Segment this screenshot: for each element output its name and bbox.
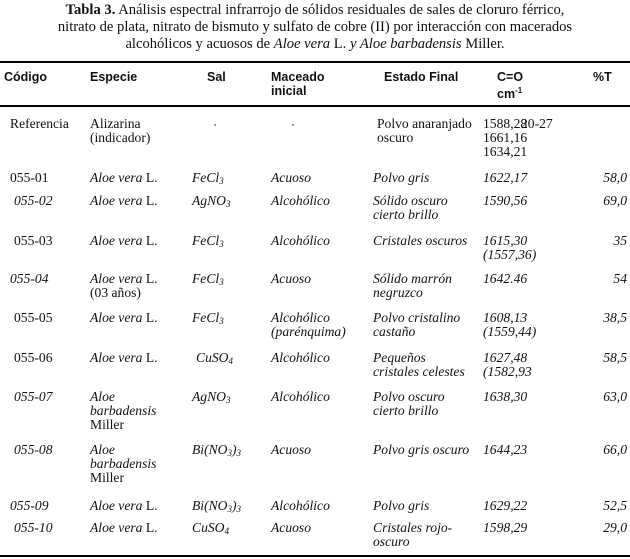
cell-codigo	[14, 351, 53, 365]
cell-maceado-line: Alcohólico	[271, 193, 330, 208]
cell-estado-final-line: Pequeños	[373, 350, 426, 365]
cell-sal: FeCl$_3$	[192, 310, 224, 326]
cell-co-line: 1588,28	[483, 116, 528, 131]
cell-estado-final-line: Cristales oscuros	[373, 233, 468, 248]
cell-especie-line: Aloe vera L.	[90, 310, 158, 325]
cell-maceado-line: Alcohólico	[271, 233, 330, 248]
cell-estado-final	[373, 443, 469, 457]
cell-estado-final	[373, 311, 460, 339]
cell-especie	[90, 234, 158, 248]
cell-maceado	[271, 311, 346, 339]
cell-codigo-line: 055-06	[14, 350, 53, 365]
cell-especie-line: barbadensis	[90, 403, 157, 418]
cell-especie-line: Aloe vera L.	[90, 170, 158, 185]
table-bottom-rule	[0, 555, 630, 557]
cell-codigo-line: 055-03	[14, 233, 53, 248]
header-maceado: Maceado inicial	[271, 70, 325, 98]
cell-co	[483, 390, 527, 404]
caption-line-3a: alcohólicos y acuosos de	[125, 36, 274, 52]
cell-pt-line: 38,5	[603, 310, 627, 325]
caption-line-3e: Miller.	[461, 36, 505, 52]
cell-maceado-line: (parénquima)	[271, 324, 346, 339]
cell-co-line: 1638,30	[483, 389, 528, 404]
cell-especie	[90, 171, 158, 185]
cell-co	[483, 234, 536, 262]
cell-sal: CuSO$_4$	[196, 350, 233, 366]
cell-especie-line: Miller	[90, 417, 124, 432]
cell-codigo-line: 055-07	[14, 389, 53, 404]
cell-pt-line: 63,0	[603, 389, 627, 404]
cell-especie-line: Aloe vera L.	[90, 520, 158, 535]
cell-codigo-line: Referencia	[10, 116, 69, 131]
cell-maceado	[271, 351, 330, 365]
cell-codigo-line: 055-05	[14, 310, 53, 325]
header-estado-final: Estado Final	[384, 70, 459, 84]
cell-especie	[90, 499, 158, 513]
cell-pt-line: 66,0	[603, 442, 627, 457]
cell-pt	[613, 234, 627, 248]
cell-codigo-line: 055-02	[14, 193, 53, 208]
cell-estado-final	[373, 351, 465, 379]
cell-maceado-line: Acuoso	[271, 442, 312, 457]
cell-co-line: (1557,36)	[483, 247, 537, 262]
cell-estado-final-line: oscuro	[373, 534, 410, 549]
cell-especie-line: Aloe vera L.	[90, 193, 158, 208]
header-bottom-rule	[0, 105, 630, 107]
cell-pt-line: 52,5	[603, 498, 627, 513]
cell-maceado	[271, 443, 311, 457]
cell-estado-final	[373, 171, 429, 185]
header-pt: %T	[593, 70, 612, 84]
cell-co	[483, 521, 527, 535]
cell-co	[483, 443, 527, 457]
cell-maceado-line: Alcohólico	[271, 498, 330, 513]
table-top-rule	[0, 61, 630, 63]
cell-especie-line: (indicador)	[90, 130, 151, 145]
cell-estado-final-line: Polvo anaranjado	[377, 116, 472, 131]
cell-estado-final	[373, 194, 448, 222]
cell-co-line: 1634,21	[483, 144, 528, 159]
cell-sal: AgNO$_3$	[192, 389, 231, 405]
cell-especie-line: Aloe vera L.	[90, 350, 158, 365]
cell-pt-line: 35	[613, 233, 627, 248]
cell-codigo	[10, 499, 49, 513]
cell-estado-final-line: Sólido marrón	[373, 271, 452, 286]
cell-especie-line: Aloe vera L.	[90, 233, 158, 248]
cell-estado-final-line: Polvo gris	[373, 498, 430, 513]
cell-especie-line: barbadensis	[90, 456, 157, 471]
cell-estado-final	[373, 390, 445, 418]
cell-pt	[603, 390, 627, 404]
cell-maceado	[271, 234, 330, 248]
cell-co-line: 1598,29	[483, 520, 528, 535]
cell-codigo	[14, 194, 53, 208]
cell-pt	[521, 117, 553, 131]
cell-especie-line: Alizarina	[90, 116, 141, 131]
cell-codigo	[14, 390, 53, 404]
cell-estado-final-line: cierto brillo	[373, 207, 439, 222]
cell-estado-final-line: Cristales rojo-	[373, 520, 453, 535]
cell-sal: FeCl$_3$	[192, 233, 224, 249]
cell-codigo-line: 055-10	[14, 520, 53, 535]
cell-co-line: 1622,17	[483, 170, 528, 185]
cell-pt	[603, 499, 627, 513]
cell-maceado-line: Acuoso	[271, 170, 312, 185]
cell-co	[483, 499, 527, 513]
cell-estado-final-line: castaño	[373, 324, 416, 339]
cell-estado-final-line: cristales celestes	[373, 364, 465, 379]
cell-codigo-line: 055-04	[10, 271, 49, 286]
cell-codigo	[10, 117, 69, 131]
cell-especie-line: Aloe vera L.	[90, 271, 158, 286]
cell-co	[483, 351, 532, 379]
cell-maceado	[271, 272, 311, 286]
cell-maceado-line: Alcohólico	[271, 389, 330, 404]
cell-pt-line: 69,0	[603, 193, 627, 208]
cell-pt	[603, 171, 627, 185]
cell-especie	[90, 443, 156, 485]
cell-especie-line: Aloe	[90, 442, 115, 457]
header-sal: Sal	[207, 70, 226, 84]
cell-estado-final-line: Polvo oscuro	[373, 389, 445, 404]
cell-estado-final	[373, 499, 429, 513]
cell-estado-final	[377, 117, 472, 145]
cell-especie	[90, 521, 158, 535]
cell-estado-final-line: Polvo gris oscuro	[373, 442, 470, 457]
cell-co	[483, 272, 527, 286]
cell-pt	[613, 272, 627, 286]
cell-co-line: (1582,93	[483, 364, 532, 379]
cell-especie	[90, 311, 158, 325]
cell-co-line: 1608,13	[483, 310, 528, 325]
caption-line-3c: L.	[330, 36, 350, 52]
cell-especie	[90, 117, 150, 145]
header-co: C=O $cm^{-1}$	[497, 70, 524, 102]
cell-especie	[90, 351, 158, 365]
header-especie: Especie	[90, 70, 138, 84]
cell-codigo	[14, 311, 53, 325]
cell-codigo	[14, 443, 53, 457]
cell-codigo	[14, 234, 53, 248]
table-caption	[0, 2, 630, 53]
cell-maceado-line: Alcohólico	[271, 310, 330, 325]
cell-pt-line: 58,0	[603, 170, 627, 185]
cell-pt	[603, 443, 627, 457]
cell-pt	[603, 194, 627, 208]
cell-estado-final-line: Sólido oscuro	[373, 193, 448, 208]
cell-pt	[603, 311, 627, 325]
cell-co-line: (1559,44)	[483, 324, 537, 339]
cell-codigo	[10, 171, 49, 185]
cell-co-line: 1615,30	[483, 233, 528, 248]
cell-sal: FeCl$_3$	[192, 271, 224, 287]
cell-especie	[90, 272, 158, 300]
cell-maceado	[271, 390, 330, 404]
caption-line-1: Análisis espectral infrarrojo de sólidos residuales de sales de cloruro férrico,	[118, 2, 565, 18]
cell-co-line: 1627,48	[483, 350, 528, 365]
cell-especie-line: Aloe	[90, 389, 115, 404]
cell-co-line: 1642.46	[483, 271, 528, 286]
cell-maceado	[271, 171, 311, 185]
empty-cell-mark	[214, 124, 216, 126]
cell-maceado	[271, 521, 311, 535]
cell-codigo-line: 055-01	[10, 170, 49, 185]
cell-especie	[90, 194, 158, 208]
cell-co-line: 1590,56	[483, 193, 528, 208]
cell-sal: FeCl$_3$	[192, 170, 224, 186]
cell-codigo-line: 055-09	[10, 498, 49, 513]
cell-estado-final	[373, 234, 467, 248]
cell-estado-final	[373, 521, 452, 549]
cell-pt-line: 54	[613, 271, 627, 286]
cell-codigo	[14, 521, 53, 535]
cell-maceado-line: Alcohólico	[271, 350, 330, 365]
cell-pt	[603, 521, 627, 535]
cell-estado-final-line: negruzco	[373, 285, 423, 300]
cell-co	[483, 194, 527, 208]
cell-co-line: 1661,16	[483, 130, 528, 145]
cell-co	[483, 171, 527, 185]
cell-maceado-line: Acuoso	[271, 271, 312, 286]
header-codigo: Código	[4, 70, 48, 84]
cell-maceado	[271, 499, 330, 513]
cell-estado-final-line: Polvo cristalino	[373, 310, 461, 325]
cell-especie-line: Miller	[90, 470, 124, 485]
cell-pt-line: 20-27	[521, 116, 553, 131]
cell-maceado-line: Acuoso	[271, 520, 312, 535]
cell-sal: CuSO$_4$	[192, 520, 229, 536]
cell-maceado	[271, 194, 330, 208]
cell-sal: $Bi(NO_3)_3$	[192, 498, 242, 514]
caption-species-1: Aloe vera	[273, 36, 331, 52]
cell-estado-final	[373, 272, 452, 300]
cell-sal: $Bi(NO_3)_3$	[192, 442, 242, 458]
empty-cell-mark	[292, 124, 294, 126]
cell-especie	[90, 390, 156, 432]
caption-line-2: nitrato de plata, nitrato de bismuto y sulfato de cobre (II) por interacción con macerados	[57, 19, 573, 35]
caption-label: Tabla 3.	[65, 2, 116, 18]
cell-pt-line: 58,5	[603, 350, 627, 365]
cell-estado-final-line: cierto brillo	[373, 403, 439, 418]
cell-sal: AgNO$_3$	[192, 193, 231, 209]
caption-species-2: y Aloe barbadensis	[349, 36, 462, 52]
cell-co	[483, 311, 536, 339]
cell-codigo	[10, 272, 49, 286]
cell-estado-final-line: oscuro	[377, 130, 414, 145]
cell-co-line: 1629,22	[483, 498, 528, 513]
cell-codigo-line: 055-08	[14, 442, 53, 457]
cell-pt-line: 29,0	[603, 520, 627, 535]
cell-especie-line: Aloe vera L.	[90, 498, 158, 513]
cell-pt	[603, 351, 627, 365]
cell-especie-line: (03 años)	[90, 285, 141, 300]
cell-estado-final-line: Polvo gris	[373, 170, 430, 185]
cell-co-line: 1644,23	[483, 442, 528, 457]
